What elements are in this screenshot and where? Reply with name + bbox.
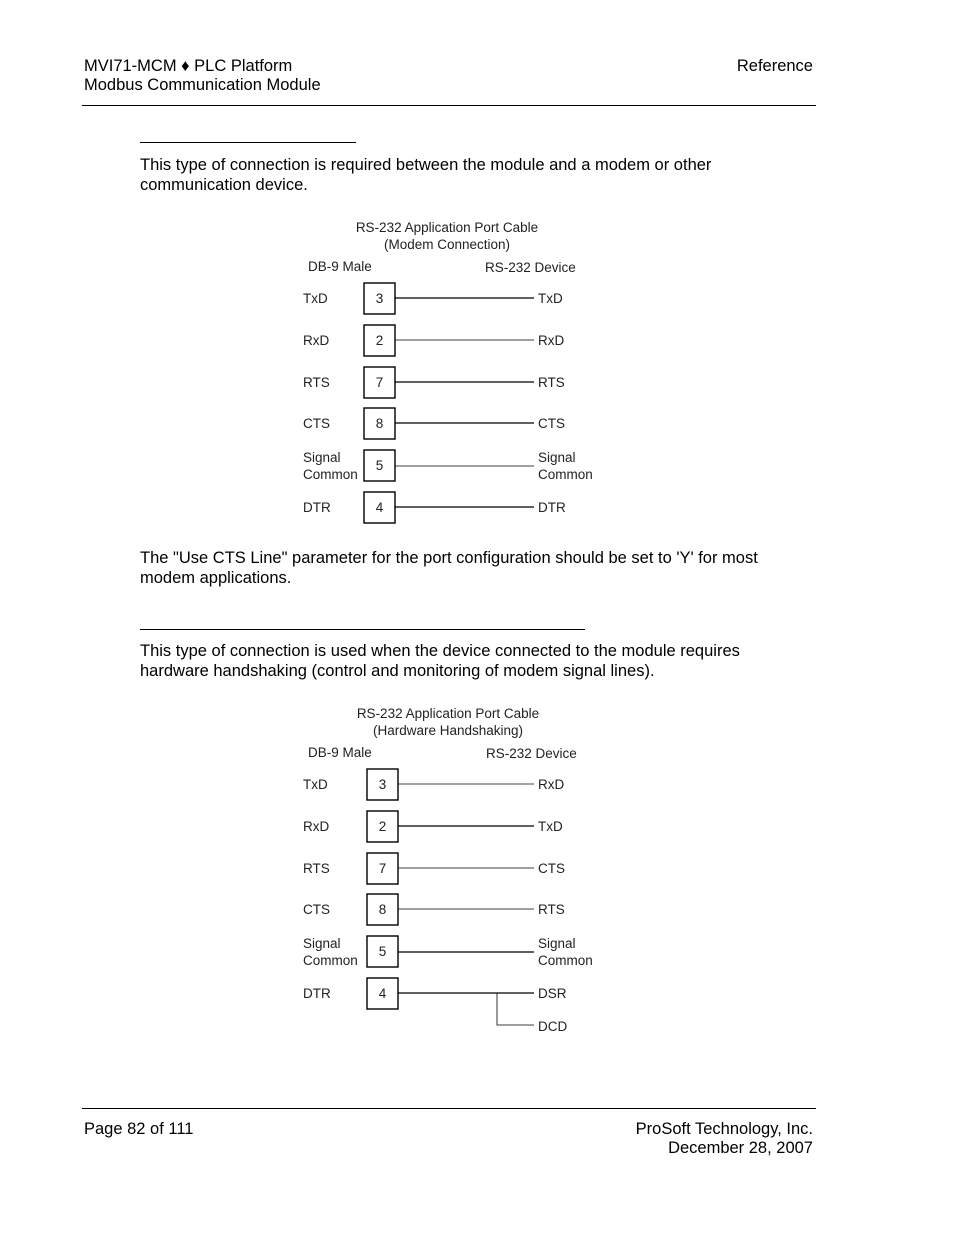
pin-number: 4 bbox=[378, 986, 387, 1001]
pin-label-right: RTS bbox=[538, 375, 565, 390]
diagram1-left-heading: DB-9 Male bbox=[308, 259, 372, 274]
diagram1-row-cts bbox=[303, 408, 565, 439]
pin-label-right: CTS bbox=[538, 416, 565, 431]
pin-label-right-line2: Common bbox=[538, 467, 593, 482]
diagram2-title-line1: RS-232 Application Port Cable bbox=[356, 706, 540, 721]
footer-date: December 28, 2007 bbox=[668, 1139, 813, 1157]
pin-label-left: RxD bbox=[303, 333, 330, 348]
diagram2-row-rts bbox=[303, 853, 565, 884]
diagram2-right-heading: RS-232 Device bbox=[486, 746, 577, 761]
section1-paragraph: This type of connection is required between the module and a modem or other communication device. bbox=[140, 156, 712, 194]
diagram2-row-signal-common bbox=[303, 936, 593, 968]
pin-label-left: Signal bbox=[303, 936, 341, 951]
pin-label-right: CTS bbox=[538, 861, 565, 876]
footer-publisher bbox=[636, 1120, 813, 1158]
pin-number: 3 bbox=[378, 777, 387, 792]
diagram1-row-txd bbox=[303, 283, 563, 314]
pin-number: 2 bbox=[378, 819, 387, 834]
diagram1-row-signal-common bbox=[303, 450, 593, 482]
pin-label-left: RxD bbox=[303, 819, 330, 834]
pin-label-right-dcd: DCD bbox=[538, 1019, 568, 1034]
pin-label-left: RTS bbox=[303, 375, 330, 390]
pin-label-left: DTR bbox=[303, 986, 331, 1001]
pin-label-right: DTR bbox=[538, 500, 566, 515]
diagram2-row-cts bbox=[303, 894, 565, 925]
header-product-subtitle: Modbus Communication Module bbox=[84, 76, 321, 94]
pin-label-left: TxD bbox=[303, 291, 328, 306]
pin-label-left: CTS bbox=[303, 416, 330, 431]
diagram1-row-rts bbox=[303, 367, 565, 398]
pin-label-left: Signal bbox=[303, 450, 341, 465]
pin-label-left: DTR bbox=[303, 500, 331, 515]
pin-label-left: RTS bbox=[303, 861, 330, 876]
section2-paragraph: This type of connection is used when the device connected to the module requires hardware handshaking (control and monitoring of modem signal lines). bbox=[140, 642, 740, 680]
diagram2-row-dtr bbox=[303, 978, 567, 1034]
pin-label-left-line2: Common bbox=[303, 953, 358, 968]
diagram1-row-rxd bbox=[303, 325, 564, 356]
header-rule bbox=[82, 105, 816, 106]
pin-label-right: Signal bbox=[538, 450, 576, 465]
pin-label-left: CTS bbox=[303, 902, 330, 917]
footer-rule bbox=[82, 1108, 816, 1109]
diagram1-title-line1: RS-232 Application Port Cable bbox=[355, 220, 539, 235]
pin-label-right: TxD bbox=[538, 819, 563, 834]
pin-label-right: Signal bbox=[538, 936, 576, 951]
pin-label-right: RTS bbox=[538, 902, 565, 917]
header-section-name: Reference bbox=[736, 57, 813, 75]
pin-label-left: TxD bbox=[303, 777, 328, 792]
hardware-handshaking-diagram bbox=[290, 704, 620, 1044]
pin-number: 2 bbox=[375, 333, 384, 348]
pin-number: 5 bbox=[378, 944, 387, 959]
section1-heading-rule bbox=[140, 142, 356, 143]
pin-label-right: RxD bbox=[538, 777, 565, 792]
pin-label-right-line2: Common bbox=[538, 953, 593, 968]
pin-label-right: TxD bbox=[538, 291, 563, 306]
diagram1-right-heading: RS-232 Device bbox=[485, 260, 576, 275]
pin-number: 8 bbox=[378, 902, 387, 917]
diagram2-title-line2: (Hardware Handshaking) bbox=[372, 723, 524, 738]
diagram2-row-txd bbox=[303, 769, 564, 800]
diagram2-row-rxd bbox=[303, 811, 563, 842]
diagram2-left-heading: DB-9 Male bbox=[308, 745, 372, 760]
footer-company: ProSoft Technology, Inc. bbox=[635, 1120, 813, 1138]
pin-number: 8 bbox=[375, 416, 384, 431]
pin-number: 4 bbox=[375, 500, 384, 515]
pin-number: 3 bbox=[375, 291, 384, 306]
pin-number: 7 bbox=[378, 861, 387, 876]
header-product-title: MVI71-MCM ♦ PLC Platform bbox=[84, 57, 293, 75]
section1-note: The "Use CTS Line" parameter for the port configuration should be set to 'Y' for most modem applications. bbox=[140, 549, 758, 587]
pin-label-left-line2: Common bbox=[303, 467, 358, 482]
branch-wire bbox=[497, 993, 534, 1025]
pin-number: 7 bbox=[375, 375, 384, 390]
section2-heading-rule bbox=[140, 629, 585, 630]
modem-connection-diagram bbox=[290, 218, 620, 530]
pin-label-right: RxD bbox=[538, 333, 565, 348]
pin-label-right: DSR bbox=[538, 986, 567, 1001]
document-header bbox=[84, 57, 321, 95]
footer-page-number: Page 82 of 111 bbox=[84, 1120, 194, 1138]
pin-number: 5 bbox=[375, 458, 384, 473]
diagram1-title-line2: (Modem Connection) bbox=[383, 237, 511, 252]
diagram1-row-dtr bbox=[303, 492, 566, 523]
